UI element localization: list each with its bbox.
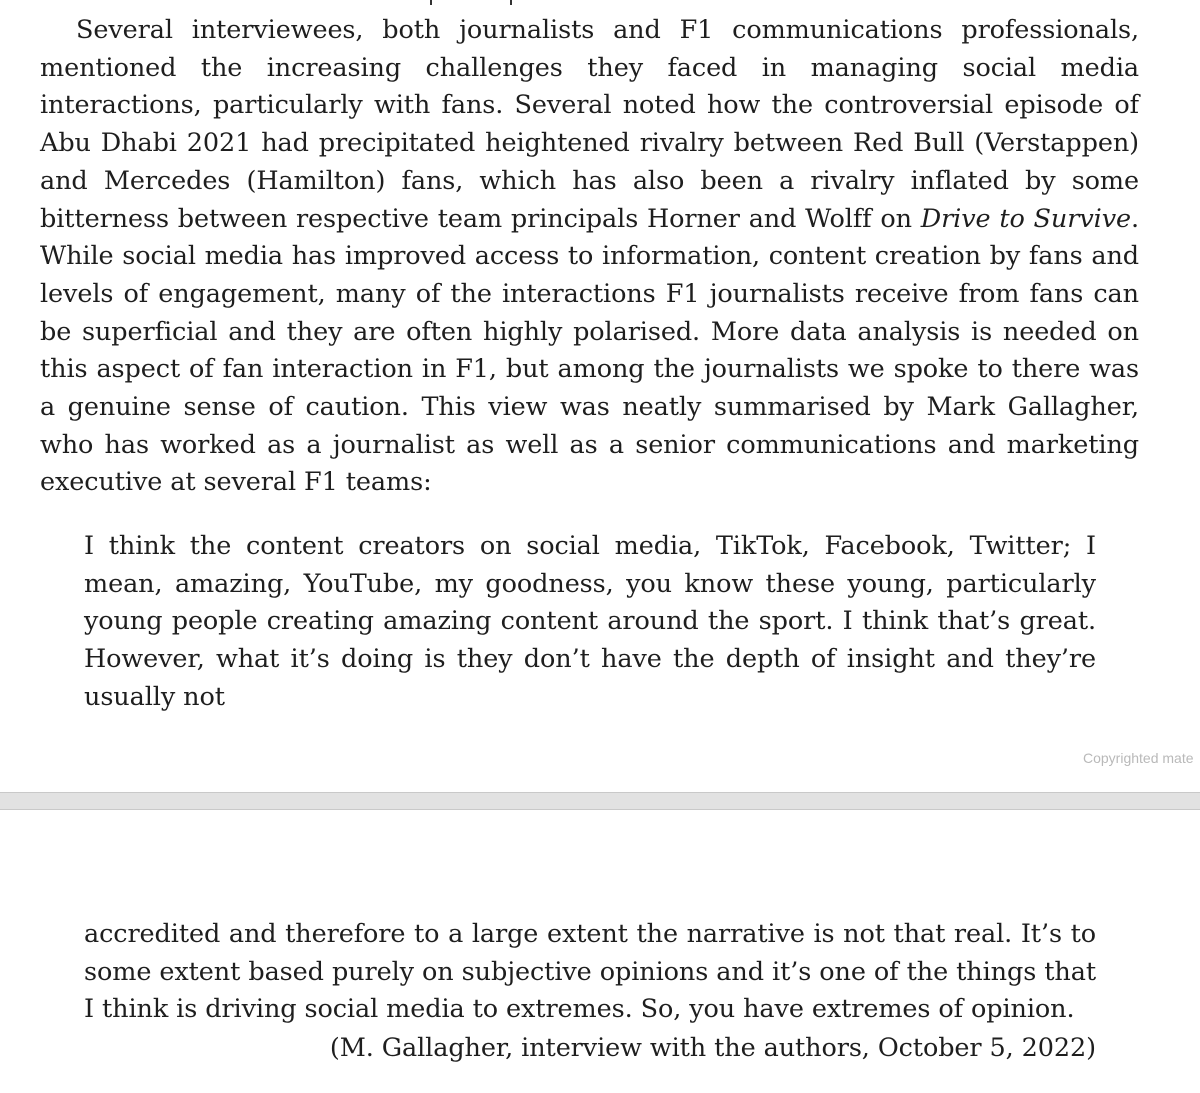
body-paragraph xyxy=(40,12,1139,502)
previous-line-fragment xyxy=(430,0,520,6)
copyright-watermark: Copyrighted mate xyxy=(1083,750,1194,766)
body-text-before-title: Several interviewees, both journalists and F1 communications professionals, mentioned the increasing challenges they faced in managing social media interactions, particularly with fans. Several noted how the controversial episode of Abu Dhabi 2021 had precipitated heightened rivalry between Red Bull (Verstappen) and Mercedes (Hamilton) fans, which has also been a rivalry inflated by some bitterness between respective team principals Horner and Wolff on xyxy=(40,15,1139,234)
body-text-after-title: . While social media has improved access to information, content creation by fans and levels of engagement, many of the interactions F1 journalists receive from fans can be superficial and they are often highly polarised. More data analysis is needed on this aspect of fan interaction in F1, but among the journalists we spoke to there was a genuine sense of caution. This view was neatly summarised by Mark Gallagher, who has worked as a journalist as well as a senior communications and marketing executive at several F1 teams: xyxy=(40,203,1140,498)
block-quote-part-1: I think the content creators on social media, TikTok, Facebook, Twitter; I mean, amazing, YouTube, my goodness, you know these young, particularly young people creating amazing content around the sport. I think that’s great. However, what it’s doing is they don’t have the depth of insight and they’re usually not xyxy=(84,531,1096,712)
quote-attribution: (M. Gallagher, interview with the authors, October 5, 2022) xyxy=(329,1033,1096,1063)
page-separator xyxy=(0,792,1200,810)
block-quote-part-2: accredited and therefore to a large extent the narrative is not that real. It’s to some extent based purely on subjective opinions and it’s one of the things that I think is driving social media to extremes. So, you have extremes of opinion. xyxy=(84,919,1096,1025)
show-title: Drive to Survive xyxy=(920,203,1131,234)
